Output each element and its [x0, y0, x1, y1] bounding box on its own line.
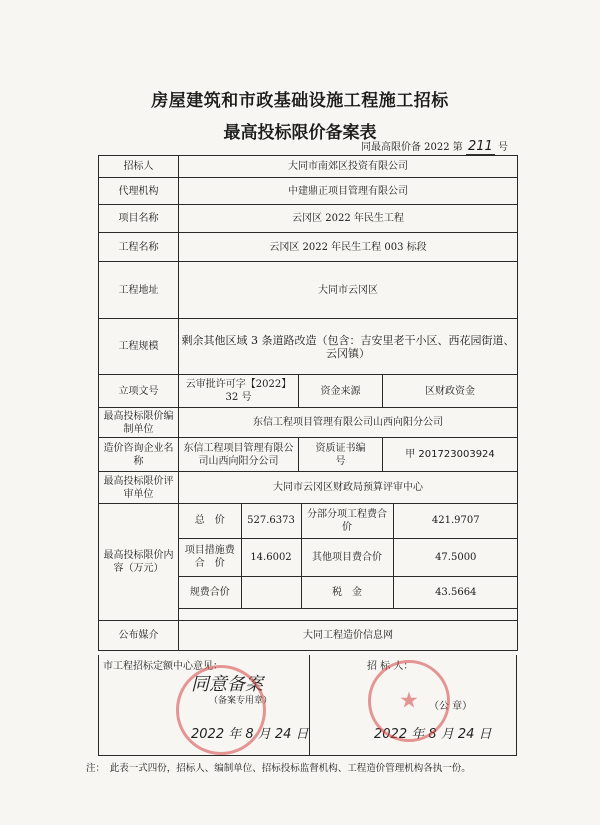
ref-number: 211: [467, 139, 493, 154]
row-tenderer: [99, 156, 518, 178]
label-cert: 资质证书编 号: [299, 438, 383, 472]
row-compiler: [99, 408, 518, 438]
label-measure: 项目措施费合 价: [179, 538, 241, 576]
row-media: [99, 621, 518, 651]
center-opinion-label: 市工程招标定额中心意见：: [103, 661, 223, 672]
value-sub: 421.9707: [393, 504, 518, 538]
tenderer-sign-date: 2022 年 8 月 24 日: [374, 727, 492, 742]
center-sign-date: 2022 年 8 月 24 日: [191, 727, 309, 742]
content-cell: [179, 504, 518, 621]
row-review: [99, 472, 518, 504]
row-agent: [99, 178, 518, 205]
ref-suffix: 号: [498, 142, 508, 153]
row-scale: [99, 319, 518, 375]
value-fee: [241, 576, 301, 608]
label-fund: 资金来源: [299, 375, 383, 408]
tenderer-sign-label: 招 标 人：: [367, 661, 414, 672]
label-approval: 立项文号: [99, 375, 179, 408]
price-breakdown-table: [179, 504, 518, 620]
value-tenderer: 大同市南郊区投资有限公司: [179, 156, 518, 178]
label-content: 最高投标限价内容（万元）: [99, 504, 179, 621]
value-other: 47.5000: [393, 538, 518, 576]
value-media: 大同工程造价信息网: [179, 621, 518, 651]
company-seal-stamp: [368, 660, 450, 742]
row-consult: [99, 438, 518, 472]
document-title-line2: 最高投标限价备案表: [223, 123, 377, 143]
value-cert: 甲 201723003924: [383, 438, 518, 472]
seal-star-icon: ★: [399, 688, 419, 714]
value-project-name: 云冈区 2022 年民生工程: [179, 205, 518, 233]
price-row-spacer: [179, 608, 518, 620]
value-compiler: 东信工程项目管理有限公司山西向阳分公司: [179, 408, 518, 438]
value-address: 大同市云冈区: [179, 262, 518, 319]
value-consult: 东信工程项目管理有限公司山西向阳分公司: [179, 438, 299, 472]
label-agent: 代理机构: [99, 178, 179, 205]
label-total: 总 价: [179, 504, 241, 538]
value-scale: 剩余其他区域 3 条道路改造（包含：吉安里老干小区、西花园街道、云冈镇）: [179, 319, 518, 375]
official-seal-note: （公 章）: [429, 701, 473, 712]
row-project-name: [99, 205, 518, 233]
row-content: [99, 504, 518, 621]
price-row-1: [179, 504, 518, 538]
value-total: 527.6373: [241, 504, 301, 538]
value-measure: 14.6002: [241, 538, 301, 576]
reference-number: [361, 138, 508, 154]
label-tenderer: 招标人: [99, 156, 179, 178]
value-fund: 区财政资金: [383, 375, 518, 408]
row-address: [99, 262, 518, 319]
value-tax: 43.5664: [393, 576, 518, 608]
label-work-name: 工程名称: [99, 233, 179, 262]
row-work-name: [99, 233, 518, 262]
signature-section: [98, 655, 517, 756]
filing-seal-stamp: [176, 665, 266, 755]
value-approval: 云审批许可字【2022】32 号: [179, 375, 299, 408]
label-fee: 规费合价: [179, 576, 241, 608]
footnote: 注： 此表一式四份，招标人、编制单位、招标投标监督机构、工程造价管理机构各执一份。: [86, 763, 471, 774]
price-row-3: [179, 576, 518, 608]
label-review: 最高投标限价评审单位: [99, 472, 179, 504]
label-sub: 分部分项工程费合价: [301, 504, 393, 538]
filing-table: [98, 155, 518, 651]
value-work-name: 云冈区 2022 年民生工程 003 标段: [179, 233, 518, 262]
label-compiler: 最高投标限价编制单位: [99, 408, 179, 438]
label-project-name: 项目名称: [99, 205, 179, 233]
row-approval: [99, 375, 518, 408]
label-tax: 税 金: [301, 576, 393, 608]
signature-divider: [309, 655, 310, 755]
price-row-2: [179, 538, 518, 576]
value-agent: 中建鼎正项目管理有限公司: [179, 178, 518, 205]
label-scale: 工程规模: [99, 319, 179, 375]
label-other: 其他项目费合价: [301, 538, 393, 576]
label-consult: 造价咨询企业名称: [99, 438, 179, 472]
ref-prefix: 同最高限价备 2022 第: [360, 142, 463, 153]
filing-seal-note: （备案专用章）: [209, 696, 273, 706]
value-review: 大同市云冈区财政局预算评审中心: [179, 472, 518, 504]
document-title-line1: 房屋建筑和市政基础设施工程施工招标: [151, 91, 449, 111]
label-media: 公布媒介: [99, 621, 179, 651]
label-address: 工程地址: [99, 262, 179, 319]
handwritten-approval: 同意备案: [191, 674, 263, 695]
